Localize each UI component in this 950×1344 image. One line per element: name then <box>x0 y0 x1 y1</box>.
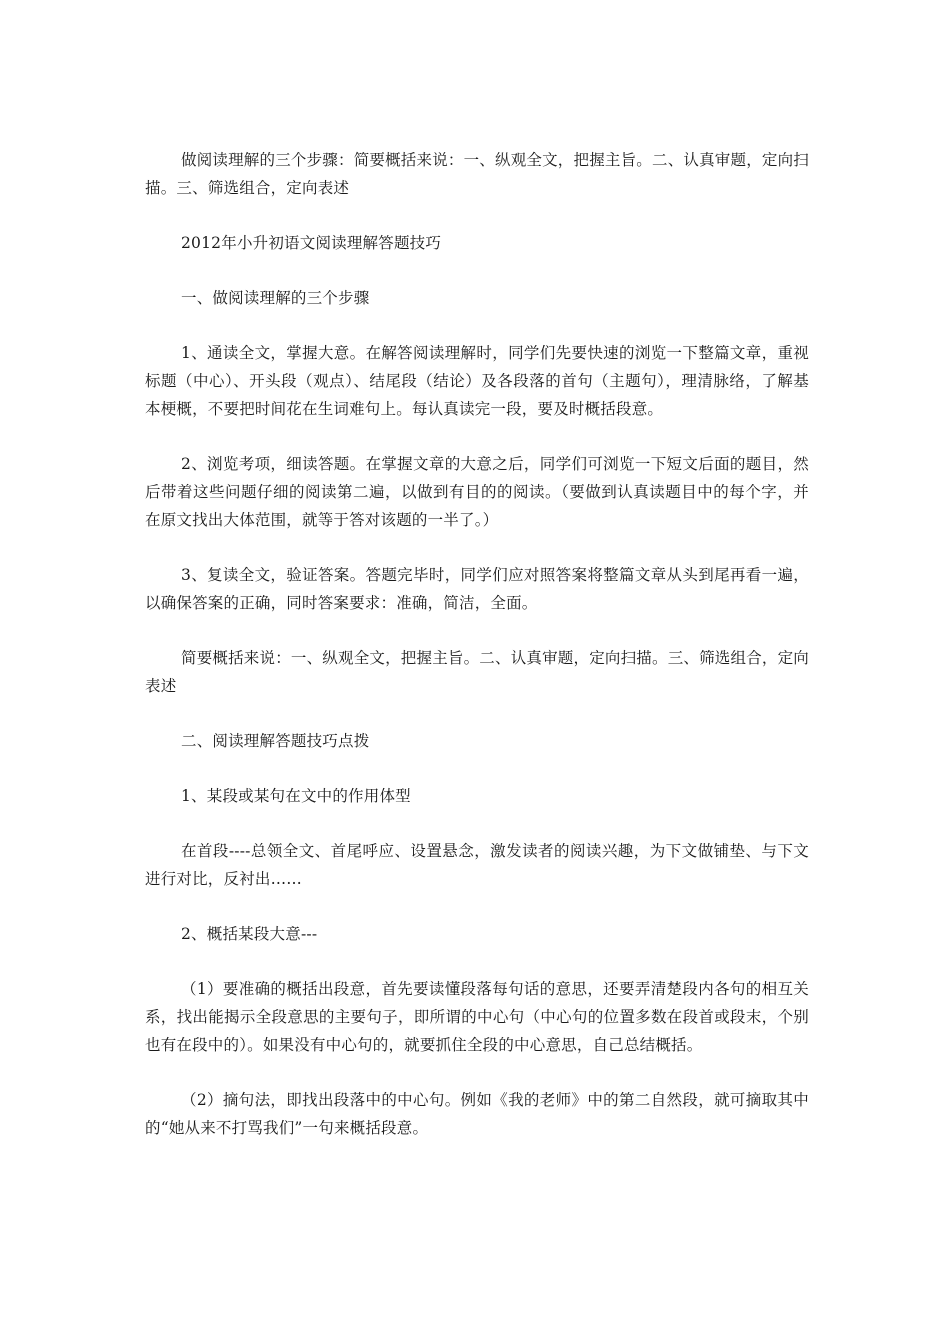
step-2-paragraph: 2、浏览考项，细读答题。在掌握文章的大意之后，同学们可浏览一下短文后面的题目，然后带着这些问题仔细的阅读第二遍，以做到有目的的阅读。（要做到认真读题目中的每个字，并在原文找出大体范围，就等于答对该题的一半了。） <box>145 455 809 529</box>
document-body <box>145 146 809 1142</box>
article-title: 2012年小升初语文阅读理解答题技巧 <box>181 234 442 252</box>
intro-paragraph: 做阅读理解的三个步骤：简要概括来说：一、纵观全文，把握主旨。二、认真审题，定向扫描。三、筛选组合，定向表述 <box>145 151 810 197</box>
tip-1-paragraph: 在首段----总领全文、首尾呼应、设置悬念，激发读者的阅读兴趣，为下文做铺垫、与下文进行对比，反衬出…… <box>145 842 809 888</box>
tip-2-item-2: （2）摘句法，即找出段落中的中心句。例如《我的老师》中的第二自然段，就可摘取其中的“她从来不打骂我们”一句来概括段意。 <box>145 1091 809 1137</box>
tip-2-heading: 2、概括某段大意--- <box>181 925 318 943</box>
summary-paragraph: 简要概括来说：一、纵观全文，把握主旨。二、认真审题，定向扫描。三、筛选组合，定向表述 <box>145 649 810 695</box>
step-3-paragraph: 3、复读全文，验证答案。答题完毕时，同学们应对照答案将整篇文章从头到尾再看一遍，以确保答案的正确，同时答案要求：准确，简洁，全面。 <box>145 566 809 612</box>
step-1-paragraph: 1、通读全文，掌握大意。在解答阅读理解时，同学们先要快速的浏览一下整篇文章，重视标题（中心）、开头段（观点）、结尾段（结论）及各段落的首句（主题句），理清脉络，了解基本梗概，不要把时间花在生词难句上。每认真读完一段，要及时概括段意。 <box>145 344 809 418</box>
section-heading-2: 二、阅读理解答题技巧点拨 <box>181 732 370 750</box>
section-heading-1: 一、做阅读理解的三个步骤 <box>181 289 370 307</box>
tip-2-item-1: （1）要准确的概括出段意，首先要读懂段落每句话的意思，还要弄清楚段内各句的相互关系，找出能揭示全段意思的主要句子，即所谓的中心句（中心句的位置多数在段首或段末，个别也有在段中的）。如果没有中心句的，就要抓住全段的中心意思，自己总结概括。 <box>145 980 809 1054</box>
tip-1-heading: 1、某段或某句在文中的作用体型 <box>181 787 411 805</box>
